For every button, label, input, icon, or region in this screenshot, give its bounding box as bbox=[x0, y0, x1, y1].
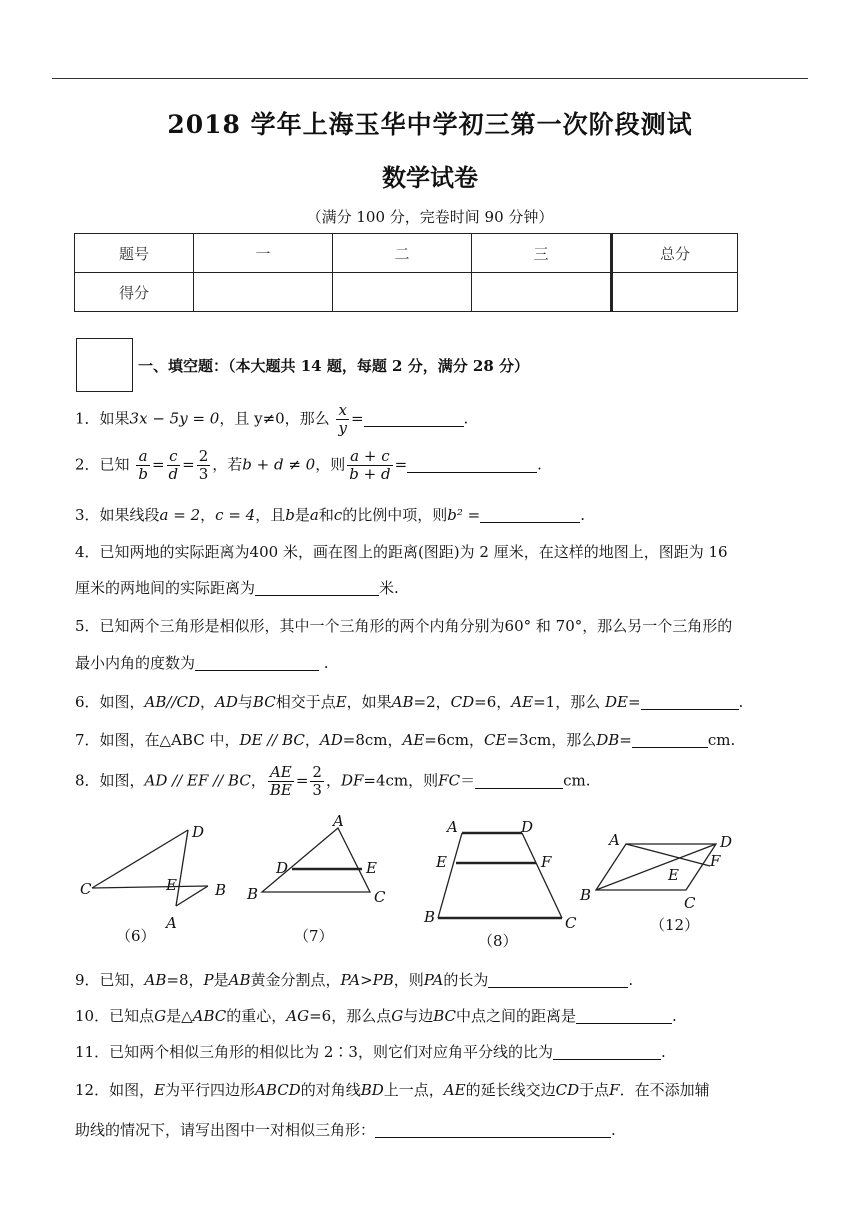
q-text: 是△ bbox=[166, 1007, 193, 1025]
question-10 bbox=[75, 1006, 677, 1026]
fig6-label-c: C bbox=[80, 880, 92, 898]
q-text: 助线的情况下，请写出图中一对相似三角形： bbox=[75, 1121, 376, 1139]
q-text: 是 bbox=[213, 971, 229, 989]
fig12-label-b: B bbox=[580, 886, 592, 904]
q-text: 相交于点 bbox=[275, 693, 336, 711]
frac-num: x bbox=[336, 402, 348, 420]
q-text: 7．如图，在△ABC 中， bbox=[75, 731, 240, 749]
q-text: = bbox=[182, 455, 195, 474]
exam-title: 2018 学年上海玉华中学初三第一次阶段测试 bbox=[167, 110, 693, 139]
fig6-label-a: A bbox=[166, 914, 177, 932]
q-text: . bbox=[463, 409, 469, 428]
q-text: 3．如果线段 bbox=[75, 506, 160, 524]
fig12-label-c: C bbox=[684, 894, 696, 912]
q-text: . bbox=[628, 971, 634, 989]
q-text: =3cm，那么 bbox=[506, 731, 597, 749]
q-text: ，且 bbox=[255, 506, 286, 524]
q-text: = bbox=[350, 409, 364, 428]
frac-num: AE bbox=[268, 764, 294, 782]
q-text: 上一点， bbox=[383, 1081, 444, 1099]
q-text: ＝ bbox=[460, 771, 476, 790]
q-text: 的重心， bbox=[226, 1007, 287, 1025]
q-math: AE bbox=[443, 1081, 466, 1099]
q-text: ，如果 bbox=[346, 693, 392, 711]
q-text: 11．已知两个相似三角形的相似比为 2∶3，则它们对应角平分线的比为 bbox=[75, 1043, 553, 1061]
fig6-label-e: E bbox=[166, 876, 177, 894]
q-math: 3x − 5y = 0 bbox=[129, 409, 220, 428]
frac-den: b bbox=[138, 465, 148, 483]
q-math: PA>PB bbox=[340, 971, 394, 989]
q-text: . bbox=[537, 455, 542, 474]
q-math: G bbox=[391, 1007, 404, 1025]
q-text: ， bbox=[325, 771, 341, 790]
q-text: =6， bbox=[474, 693, 512, 711]
q-text: 8．如图， bbox=[75, 771, 145, 790]
frac-num: 2 bbox=[198, 447, 209, 465]
fig8-label-e: E bbox=[436, 853, 447, 871]
q-text: = bbox=[295, 771, 309, 790]
q-text: cm. bbox=[563, 771, 591, 790]
q-text: 的对角线 bbox=[300, 1081, 361, 1099]
q-text: 2．已知 bbox=[75, 455, 130, 474]
q-text: 米. bbox=[379, 579, 399, 597]
figure-8 bbox=[438, 833, 562, 918]
q-text: 与边 bbox=[403, 1007, 434, 1025]
q-math: b + d ≠ 0 bbox=[242, 455, 316, 474]
q-text: ， bbox=[200, 693, 216, 711]
q-math: AD bbox=[215, 693, 238, 711]
answer-blank[interactable] bbox=[375, 1121, 611, 1138]
fig7-label-e: E bbox=[366, 859, 377, 877]
q-math: a = 2 bbox=[159, 506, 201, 524]
q-math: DE // BC bbox=[239, 731, 305, 749]
q-math: DF bbox=[340, 771, 364, 790]
q-math: AB//CD bbox=[144, 693, 201, 711]
q-math: AB bbox=[228, 971, 251, 989]
frac-den: 3 bbox=[198, 465, 209, 483]
q-text: 6．如图， bbox=[75, 693, 145, 711]
fig7-label-a: A bbox=[333, 812, 344, 830]
q-math: AE bbox=[511, 693, 534, 711]
q-text: ．在不添加辅 bbox=[619, 1081, 710, 1099]
fig7-label-c: C bbox=[374, 888, 386, 906]
q-text: ，则 bbox=[315, 455, 346, 474]
q-math: c bbox=[333, 506, 343, 524]
q-text: ， bbox=[304, 731, 320, 749]
q-text: ，若 bbox=[212, 455, 243, 474]
figure-12 bbox=[596, 844, 716, 890]
q-math: DB bbox=[596, 731, 620, 749]
frac-den: 3 bbox=[312, 781, 322, 799]
fig8-caption: （8） bbox=[478, 932, 518, 950]
fig12-label-a: A bbox=[609, 831, 620, 849]
q-math: E bbox=[335, 693, 347, 711]
fig12-label-f: F bbox=[710, 852, 721, 870]
q-math: AD bbox=[319, 731, 343, 749]
q-text: . bbox=[319, 654, 329, 672]
q-math: a bbox=[309, 506, 319, 524]
q-text: = bbox=[619, 731, 632, 749]
q-text: cm. bbox=[707, 731, 736, 749]
q-math: G bbox=[154, 1007, 167, 1025]
q-text: =8， bbox=[166, 971, 204, 989]
score-cell: 总分 bbox=[612, 234, 738, 273]
q-text: . bbox=[611, 1121, 616, 1139]
q-math: AD // EF // BC bbox=[144, 771, 251, 790]
question-12-line-2 bbox=[75, 1120, 616, 1140]
q-text: =1，那么 bbox=[533, 693, 605, 711]
fig7-label-d: D bbox=[276, 859, 289, 877]
section-heading: 一、填空题：（本大题共 14 题，每题 2 分，满分 28 分） bbox=[138, 357, 530, 375]
q-math: BC bbox=[433, 1007, 456, 1025]
score-cell: 二 bbox=[333, 234, 472, 273]
fig6-label-d: D bbox=[192, 823, 205, 841]
q-text: 与 bbox=[237, 693, 253, 711]
q-math: AB bbox=[391, 693, 414, 711]
fig8-label-d: D bbox=[521, 818, 534, 836]
q-math: b bbox=[285, 506, 295, 524]
fig8-label-c: C bbox=[565, 914, 577, 932]
q-math: E bbox=[154, 1081, 166, 1099]
fig7-caption: （7） bbox=[294, 927, 334, 945]
exam-note: （满分 100 分，完卷时间 90 分钟） bbox=[306, 208, 554, 226]
q-text: . bbox=[738, 693, 744, 711]
fig6-caption: （6） bbox=[116, 927, 156, 945]
question-9 bbox=[75, 970, 633, 990]
q-text: 最小内角的度数为 bbox=[75, 654, 196, 672]
fig8-label-f: F bbox=[541, 853, 552, 871]
q-text: 12．如图， bbox=[75, 1081, 155, 1099]
q-text: 10．已知点 bbox=[75, 1007, 155, 1025]
q-text: =8cm， bbox=[342, 731, 403, 749]
question-5-line-1: 5．已知两个三角形是相似形，其中一个三角形的两个内角分别为60° 和 70°，那么另一个三角形的 bbox=[75, 617, 733, 635]
q-text: ，则 bbox=[393, 971, 424, 989]
fig12-caption: （12） bbox=[650, 916, 700, 934]
q-math: BD bbox=[360, 1081, 384, 1099]
score-cell: 得分 bbox=[75, 273, 194, 312]
q-text: = bbox=[151, 455, 165, 474]
frac-den: b + d bbox=[349, 465, 391, 483]
score-cell: 三 bbox=[472, 234, 612, 273]
fig6-label-b: B bbox=[215, 881, 227, 899]
answer-blank[interactable] bbox=[576, 1007, 672, 1024]
q-text: =6，那么点 bbox=[309, 1007, 392, 1025]
q-text: 黄金分割点， bbox=[250, 971, 341, 989]
question-11 bbox=[75, 1042, 666, 1062]
q-text: 厘米的两地间的实际距离为 bbox=[75, 579, 256, 597]
frac-num: a bbox=[136, 448, 150, 466]
q-math: F bbox=[609, 1081, 620, 1099]
q-math: PA bbox=[423, 971, 444, 989]
q-math: CE bbox=[484, 731, 507, 749]
q-text: 中点之间的距离是 bbox=[456, 1007, 577, 1025]
q-text: 9．已知， bbox=[75, 971, 145, 989]
q-math: CD bbox=[450, 693, 475, 711]
frac-num: a + c bbox=[347, 448, 392, 466]
fig7-label-b: B bbox=[247, 885, 259, 903]
q-text: 和 bbox=[318, 506, 334, 524]
q-math: BC bbox=[252, 693, 276, 711]
frac-den: d bbox=[168, 465, 179, 483]
q-math: ABC bbox=[192, 1007, 227, 1025]
q-text: ， bbox=[200, 506, 216, 524]
q-math: b² = bbox=[447, 506, 481, 524]
q-text: 于点 bbox=[579, 1081, 610, 1099]
q-math: c = 4 bbox=[215, 506, 256, 524]
question-4-line-1: 4．已知两地的实际距离为400 米，画在图上的距离(图距)为 2 厘米，在这样的地图上，图距为 16 bbox=[75, 543, 728, 561]
q-math: AE bbox=[402, 731, 425, 749]
q-text: . bbox=[580, 506, 585, 524]
frac-num: c bbox=[167, 448, 181, 466]
q-text: ，且 y≠0，那么 bbox=[219, 409, 330, 428]
answer-blank[interactable] bbox=[488, 971, 628, 988]
q-math: DE bbox=[604, 693, 628, 711]
score-cell: 一 bbox=[194, 234, 333, 273]
q-math: AB bbox=[144, 971, 167, 989]
q-text: =6cm， bbox=[424, 731, 485, 749]
q-text: =4cm，则 bbox=[363, 771, 439, 790]
question-12-line-1 bbox=[75, 1080, 710, 1100]
q-text: 是 bbox=[294, 506, 310, 524]
fig8-label-b: B bbox=[424, 908, 436, 926]
score-cell: 题号 bbox=[75, 234, 194, 273]
q-text: 的长为 bbox=[443, 971, 489, 989]
q-math: P bbox=[203, 971, 214, 989]
frac-den: y bbox=[338, 419, 347, 437]
q-math: ABCD bbox=[255, 1081, 301, 1099]
exam-subtitle: 数学试卷 bbox=[382, 163, 478, 192]
q-math: CD bbox=[555, 1081, 580, 1099]
figure-6 bbox=[92, 830, 208, 906]
q-text: =2， bbox=[413, 693, 451, 711]
q-text: . bbox=[660, 1043, 666, 1061]
frac-num: 2 bbox=[312, 763, 322, 781]
q-math: AG bbox=[286, 1007, 310, 1025]
fig12-label-d: D bbox=[720, 833, 733, 851]
fig8-label-a: A bbox=[447, 818, 458, 836]
answer-blank[interactable] bbox=[553, 1043, 661, 1060]
q-math: FC bbox=[438, 771, 461, 790]
q-text: 1．如果 bbox=[75, 409, 130, 428]
fig12-label-e: E bbox=[668, 866, 679, 884]
q-text: 的延长线交边 bbox=[465, 1081, 556, 1099]
q-text: . bbox=[672, 1007, 677, 1025]
q-text: 为平行四边形 bbox=[165, 1081, 256, 1099]
q-text: 的比例中项，则 bbox=[342, 506, 448, 524]
q-text: = bbox=[627, 693, 641, 711]
q-text: = bbox=[394, 455, 408, 474]
q-text: ， bbox=[250, 771, 266, 790]
frac-den: BE bbox=[269, 781, 292, 799]
